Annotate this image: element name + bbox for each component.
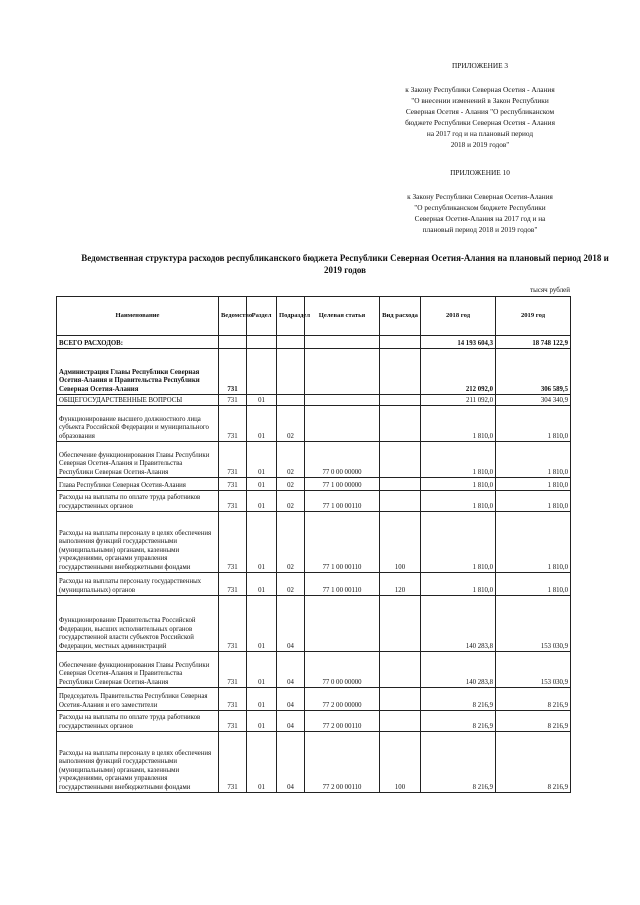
- table-row: [57, 711, 571, 732]
- cell-y2019: 8 216,9: [496, 688, 571, 711]
- cell-target: 77 2 00 00110: [305, 711, 380, 732]
- cell-dept: [219, 336, 247, 349]
- cell-target: 77 2 00 00000: [305, 688, 380, 711]
- cell-sub: 02: [277, 491, 305, 512]
- table-row: [57, 573, 571, 596]
- cell-name: Функционирование высшего должностного лица субъекта Российской Федерации и муниципального образования: [57, 406, 219, 442]
- column-header-expense-type: Вид расхода: [380, 297, 421, 336]
- appendix-3-line: к Закону Республики Северная Осетия - Алания: [405, 85, 555, 94]
- appendix-10-line: плановый период 2018 и 2019 годов": [422, 225, 538, 234]
- cell-type: 120: [380, 573, 421, 596]
- column-header-dept: Ведомство: [219, 297, 247, 336]
- appendix-10-line: Северная Осетия-Алания на 2017 год и на: [414, 214, 546, 223]
- cell-y2018: 1 810,0: [421, 478, 496, 491]
- cell-sub: 02: [277, 442, 305, 478]
- cell-y2018: 8 216,9: [421, 711, 496, 732]
- table-row: [57, 395, 571, 406]
- cell-name: Администрация Главы Республики Северная Осетия-Алания и Правительства Республики Северная Осетия-Алания: [57, 349, 219, 395]
- appendix-10-line: к Закону Республики Северная Осетия-Алания: [407, 192, 553, 201]
- cell-sub: 04: [277, 711, 305, 732]
- cell-sec: 01: [247, 573, 277, 596]
- cell-dept: 731: [219, 652, 247, 688]
- cell-y2019: 1 810,0: [496, 491, 571, 512]
- cell-y2019: 304 340,9: [496, 395, 571, 406]
- cell-type: [380, 688, 421, 711]
- table-row: [57, 688, 571, 711]
- appendix-10-block: [330, 167, 630, 235]
- cell-dept: 731: [219, 688, 247, 711]
- cell-y2019: 1 810,0: [496, 442, 571, 478]
- cell-type: [380, 336, 421, 349]
- cell-target: 77 1 00 00110: [305, 573, 380, 596]
- cell-target: [305, 395, 380, 406]
- cell-sub: 04: [277, 732, 305, 793]
- cell-y2018: 14 193 604,3: [421, 336, 496, 349]
- cell-y2018: 212 092,0: [421, 349, 496, 395]
- cell-type: [380, 442, 421, 478]
- appendix-3-line: 2018 и 2019 годов": [450, 140, 510, 149]
- table-row: [57, 336, 571, 349]
- appendix-3-line: бюджете Республики Северная Осетия - Алания: [405, 118, 555, 127]
- cell-target: [305, 596, 380, 652]
- column-header-2019: 2019 год: [496, 297, 571, 336]
- cell-sec: 01: [247, 478, 277, 491]
- cell-target: [305, 349, 380, 395]
- cell-type: 100: [380, 732, 421, 793]
- cell-y2018: 211 092,0: [421, 395, 496, 406]
- cell-y2019: 18 748 122,9: [496, 336, 571, 349]
- cell-target: 77 0 00 00000: [305, 652, 380, 688]
- cell-type: [380, 491, 421, 512]
- appendix-3-line: "О внесении изменений в Закон Республики: [411, 96, 549, 105]
- table-row: [57, 652, 571, 688]
- cell-dept: 731: [219, 596, 247, 652]
- cell-sec: [247, 349, 277, 395]
- column-header-name: Наименование: [57, 297, 219, 336]
- cell-y2019: 153 030,9: [496, 652, 571, 688]
- cell-type: [380, 478, 421, 491]
- cell-y2018: 140 283,8: [421, 652, 496, 688]
- cell-sub: [277, 336, 305, 349]
- cell-y2019: 8 216,9: [496, 732, 571, 793]
- cell-y2018: 1 810,0: [421, 442, 496, 478]
- page-title: Ведомственная структура расходов республиканского бюджета Республики Северная Осетия-Алания на плановый период 2018 и 2019 годов: [81, 253, 609, 275]
- appendix-3-line: на 2017 год и на плановый период: [426, 129, 534, 138]
- cell-name: Расходы на выплаты по оплате труда работников государственных органов: [57, 491, 219, 512]
- appendix-10-line: "О республиканском бюджете Республики: [414, 203, 546, 212]
- cell-target: 77 0 00 00000: [305, 442, 380, 478]
- table-row: [57, 442, 571, 478]
- cell-name: ВСЕГО РАСХОДОВ:: [57, 336, 219, 349]
- cell-y2018: 1 810,0: [421, 512, 496, 573]
- cell-type: [380, 711, 421, 732]
- cell-name: Глава Республики Северная Осетия-Алания: [57, 478, 219, 491]
- cell-dept: 731: [219, 491, 247, 512]
- cell-sec: 01: [247, 395, 277, 406]
- cell-sec: 01: [247, 512, 277, 573]
- table-row: [57, 478, 571, 491]
- cell-target: 77 2 00 00110: [305, 732, 380, 793]
- cell-name: Председатель Правительства Республики Северная Осетия-Алания и его заместители: [57, 688, 219, 711]
- cell-y2019: 1 810,0: [496, 573, 571, 596]
- cell-y2018: 8 216,9: [421, 732, 496, 793]
- cell-sub: 02: [277, 406, 305, 442]
- cell-dept: 731: [219, 478, 247, 491]
- cell-target: [305, 336, 380, 349]
- cell-y2018: 8 216,9: [421, 688, 496, 711]
- cell-y2019: 153 030,9: [496, 596, 571, 652]
- cell-type: [380, 596, 421, 652]
- cell-y2019: 306 589,5: [496, 349, 571, 395]
- cell-target: 77 1 00 00000: [305, 478, 380, 491]
- cell-y2019: 1 810,0: [496, 512, 571, 573]
- cell-dept: 731: [219, 406, 247, 442]
- cell-sub: 04: [277, 688, 305, 711]
- cell-dept: 731: [219, 395, 247, 406]
- cell-sub: 02: [277, 478, 305, 491]
- cell-type: 100: [380, 512, 421, 573]
- cell-name: Расходы на выплаты персоналу в целях обеспечения выполнения функций государственными (муниципальными) органами, казенными учреждениями, органами управления государственными внебюджетными фондами: [57, 512, 219, 573]
- cell-sec: 01: [247, 406, 277, 442]
- table-row: [57, 512, 571, 573]
- cell-sec: 01: [247, 442, 277, 478]
- cell-name: Расходы на выплаты персоналу государственных (муниципальных) органов: [57, 573, 219, 596]
- cell-name: ОБЩЕГОСУДАРСТВЕННЫЕ ВОПРОСЫ: [57, 395, 219, 406]
- table-row: [57, 406, 571, 442]
- appendix-3-title: ПРИЛОЖЕНИЕ 3: [451, 61, 509, 70]
- cell-name: Обеспечение функционирования Главы Республики Северная Осетия-Алания и Правительства Республики Северная Осетия-Алания: [57, 652, 219, 688]
- appendix-3-block: [330, 60, 630, 150]
- cell-target: 77 1 00 00110: [305, 512, 380, 573]
- cell-y2018: 1 810,0: [421, 406, 496, 442]
- column-header-2018: 2018 год: [421, 297, 496, 336]
- table-row: [57, 491, 571, 512]
- cell-sec: 01: [247, 596, 277, 652]
- cell-sub: 02: [277, 512, 305, 573]
- table-body: [57, 336, 571, 793]
- cell-dept: 731: [219, 512, 247, 573]
- cell-sec: 01: [247, 652, 277, 688]
- cell-sec: 01: [247, 711, 277, 732]
- cell-sub: 04: [277, 652, 305, 688]
- cell-sec: 01: [247, 688, 277, 711]
- cell-y2019: 8 216,9: [496, 711, 571, 732]
- cell-type: [380, 652, 421, 688]
- cell-y2018: 140 283,8: [421, 596, 496, 652]
- column-header-section: Раздел: [247, 297, 277, 336]
- cell-dept: 731: [219, 573, 247, 596]
- cell-sub: 02: [277, 573, 305, 596]
- cell-type: [380, 395, 421, 406]
- cell-sec: [247, 336, 277, 349]
- cell-sec: 01: [247, 491, 277, 512]
- appendix-10-title: ПРИЛОЖЕНИЕ 10: [450, 168, 510, 177]
- cell-sub: [277, 395, 305, 406]
- cell-sub: [277, 349, 305, 395]
- cell-dept: 731: [219, 711, 247, 732]
- cell-name: Функционирование Правительства Российской Федерации, высших исполнительных органов государственной власти субъектов Российской Федерации, местных администраций: [57, 596, 219, 652]
- expenditure-table: [56, 296, 571, 793]
- appendix-3-line: Северная Осетия - Алания "О республиканском: [405, 107, 555, 116]
- column-header-target: Целевая статья: [305, 297, 380, 336]
- cell-y2018: 1 810,0: [421, 491, 496, 512]
- cell-y2018: 1 810,0: [421, 573, 496, 596]
- cell-dept: 731: [219, 442, 247, 478]
- cell-name: Расходы на выплаты по оплате труда работников государственных органов: [57, 711, 219, 732]
- cell-y2019: 1 810,0: [496, 406, 571, 442]
- cell-target: [305, 406, 380, 442]
- column-header-subsection: Подраздел: [277, 297, 305, 336]
- cell-dept: 731: [219, 732, 247, 793]
- table-row: [57, 732, 571, 793]
- cell-name: Обеспечение функционирования Главы Республики Северная Осетия-Алания и Правительства Республики Северная Осетия-Алания: [57, 442, 219, 478]
- cell-dept: 731: [219, 349, 247, 395]
- cell-sub: 04: [277, 596, 305, 652]
- units-label: тысяч рублей: [530, 286, 570, 294]
- cell-sec: 01: [247, 732, 277, 793]
- cell-y2019: 1 810,0: [496, 478, 571, 491]
- cell-type: [380, 406, 421, 442]
- table-header-row: [57, 297, 571, 336]
- table-row: [57, 596, 571, 652]
- cell-type: [380, 349, 421, 395]
- cell-name: Расходы на выплаты персоналу в целях обеспечения выполнения функций государственными (муниципальными) органами, казенными учреждениями, органами управления государственными внебюджетными фондами: [57, 732, 219, 793]
- cell-target: 77 1 00 00110: [305, 491, 380, 512]
- table-row: [57, 349, 571, 395]
